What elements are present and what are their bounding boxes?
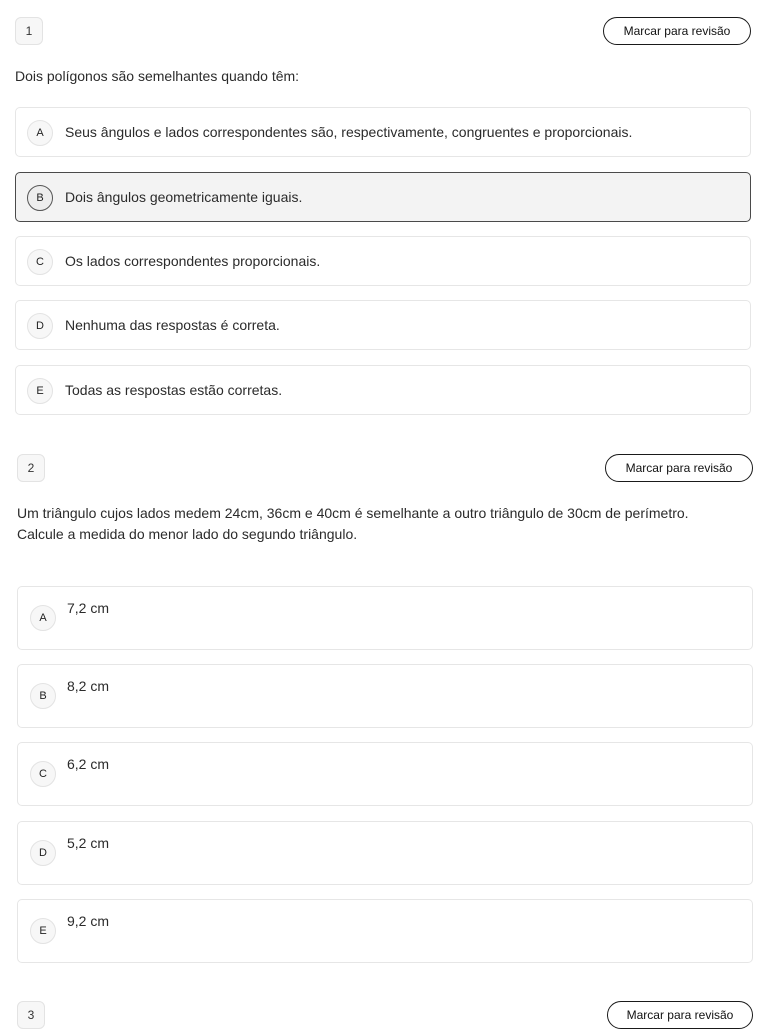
question-text: Dois polígonos são semelhantes quando têm: [15, 68, 300, 84]
question-text-line-2: Calcule a medida do menor lado do segundo triângulo. [17, 526, 358, 542]
answer-option-a[interactable] [17, 586, 753, 650]
answer-option-d[interactable] [15, 300, 751, 350]
question-number-badge: 2 [17, 454, 45, 482]
option-letter: B [30, 683, 56, 709]
option-letter: E [27, 378, 53, 404]
answer-option-b[interactable] [15, 172, 751, 222]
question-text-line-1: Um triângulo cujos lados medem 24cm, 36cm e 40cm é semelhante a outro triângulo de 30cm de perímetro. [17, 505, 689, 521]
question-number-badge: 1 [15, 17, 43, 45]
answer-option-e[interactable] [17, 899, 753, 963]
option-text: 7,2 cm [67, 600, 110, 616]
option-text: 9,2 cm [67, 913, 110, 929]
answer-option-e[interactable] [15, 365, 751, 415]
option-text: Dois ângulos geometricamente iguais. [65, 189, 303, 205]
answer-option-c[interactable] [15, 236, 751, 286]
answer-option-b[interactable] [17, 664, 753, 728]
option-letter: B [27, 185, 53, 211]
option-letter: A [27, 120, 53, 146]
question-number-badge: 3 [17, 1001, 45, 1029]
option-text: 8,2 cm [67, 678, 110, 694]
mark-for-review-button[interactable]: Marcar para revisão [607, 1001, 753, 1029]
answer-option-c[interactable] [17, 742, 753, 806]
option-text: Os lados correspondentes proporcionais. [65, 253, 321, 269]
option-text: 6,2 cm [67, 756, 110, 772]
option-letter: D [30, 840, 56, 866]
option-letter: D [27, 313, 53, 339]
option-text: Todas as respostas estão corretas. [65, 382, 283, 398]
answer-option-a[interactable] [15, 107, 751, 157]
answer-option-d[interactable] [17, 821, 753, 885]
option-text: 5,2 cm [67, 835, 110, 851]
option-letter: C [30, 761, 56, 787]
option-letter: A [30, 605, 56, 631]
option-letter: E [30, 918, 56, 944]
mark-for-review-button[interactable]: Marcar para revisão [605, 454, 753, 482]
mark-for-review-button[interactable]: Marcar para revisão [603, 17, 751, 45]
option-text: Nenhuma das respostas é correta. [65, 317, 280, 333]
option-letter: C [27, 249, 53, 275]
option-text: Seus ângulos e lados correspondentes são, respectivamente, congruentes e proporcionais. [65, 124, 633, 140]
